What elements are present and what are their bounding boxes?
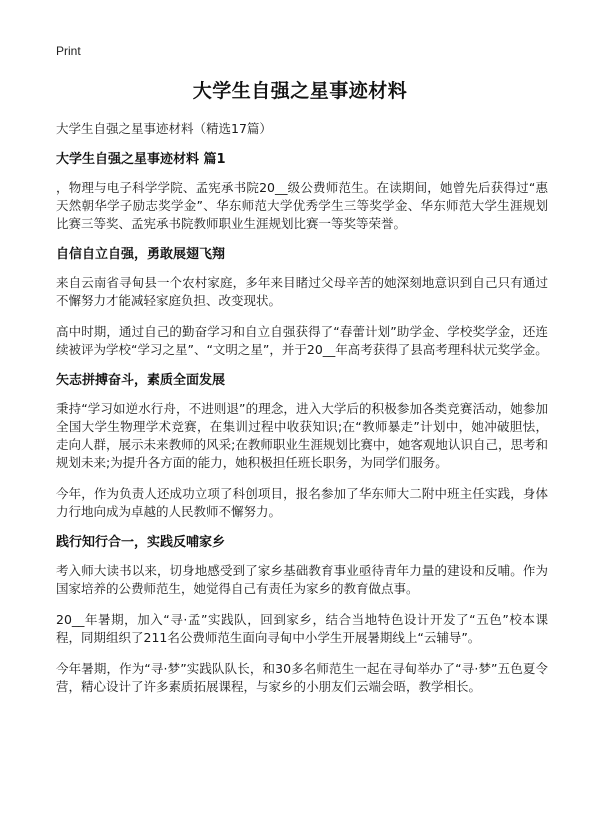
document-body [56, 120, 548, 709]
section-heading: 矢志拼搏奋斗，素质全面发展 [56, 373, 226, 388]
paragraph: 来自云南省寻甸县一个农村家庭，多年来目睹过父母辛苦的她深刻地意识到自己只有通过不懈努力才能减轻家庭负担、改变现状。 [56, 275, 548, 308]
document-subtitle: 大学生自强之星事迹材料（精选17篇） [56, 121, 272, 136]
section-heading: 践行知行合一，实践反哺家乡 [56, 535, 226, 550]
print-link[interactable]: Print [56, 44, 81, 58]
paragraph: 20__年暑期，加入“寻·孟”实践队，回到家乡，结合当地特色设计开发了“五色”校本课程，同期组织了211名公费师范生面向寻甸中小学生开展暑期线上“云辅导”。 [56, 612, 548, 645]
section-heading: 大学生自强之星事迹材料 篇1 [56, 152, 226, 167]
paragraph: ，物理与电子科学学院、孟宪承书院20__级公费师范生。在读期间，她曾先后获得过“惠天然朝华学子励志奖学金”、华东师范大学优秀学生三等奖学金、华东师范大学生涯规划比赛三等奖、孟宪承书院教师职业生涯规划比赛一等奖等荣誉。 [56, 180, 548, 231]
paragraph: 考入师大读书以来，切身地感受到了家乡基础教育事业亟待青年力量的建设和反哺。作为国家培养的公费师范生，她觉得自己有责任为家乡的教育做点事。 [56, 563, 548, 596]
document-title: 大学生自强之星事迹材料 [192, 80, 408, 102]
paragraph: 今年，作为负责人还成功立项了科创项目，报名参加了华东师大二附中班主任实践，身体力行地向成为卓越的人民教师不懈努力。 [56, 486, 548, 519]
section-heading: 自信自立自强，勇敢展翅飞翔 [56, 247, 226, 262]
paragraph: 高中时期，通过自己的勤奋学习和自立自强获得了“春蕾计划”助学金、学校奖学金，还连续被评为学校“学习之星”、“文明之星”，并于20__年高考获得了县高考理科状元奖学金。 [56, 324, 548, 357]
paragraph: 秉持“学习如逆水行舟，不进则退”的理念，进入大学后的积极参加各类竞赛活动，她参加全国大学生物理学术竞赛，在集训过程中收获知识;在“教师暴走”计划中，她冲破胆怯，走向人群，展示未来教师的风采;在教师职业生涯规划比赛中，她客观地认识自己，思考和规划未来;为提升各方面的能力，她积极担任班长职务，为同学们服务。 [56, 401, 548, 470]
paragraph: 今年暑期，作为“寻·梦”实践队队长，和30多名师范生一起在寻甸举办了“寻·梦”五色夏令营，精心设计了许多素质拓展课程，与家乡的小朋友们云端会晤，教学相长。 [56, 661, 548, 694]
